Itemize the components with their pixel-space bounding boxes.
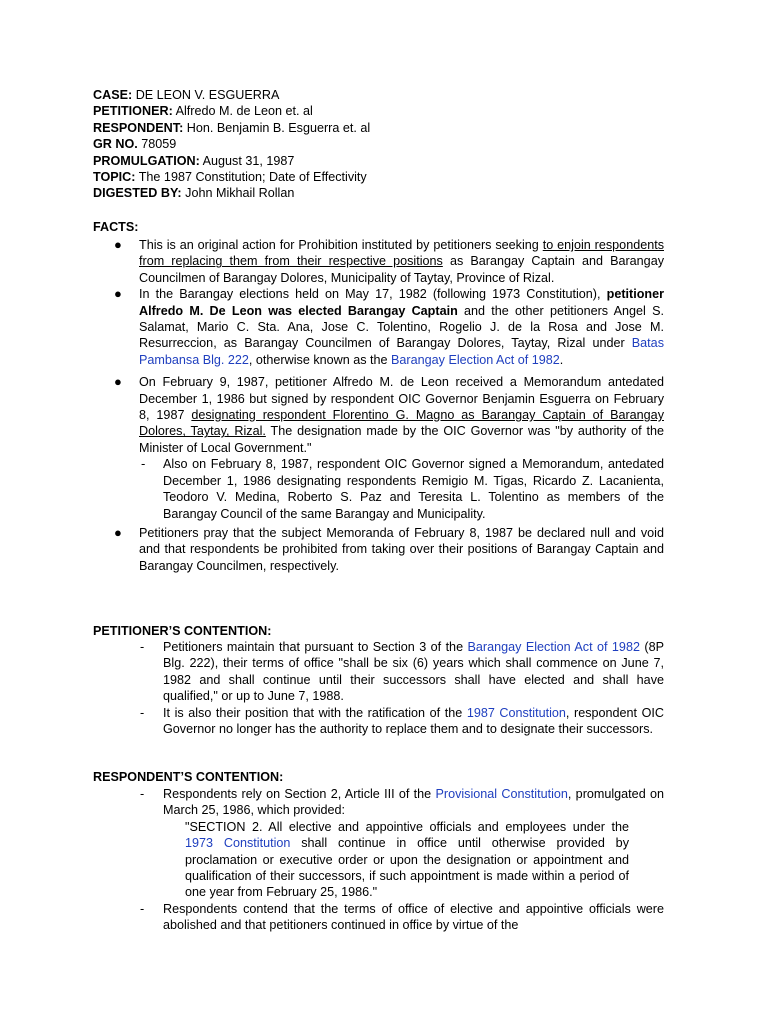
provisional-constitution-link[interactable]: Provisional Constitution [435, 787, 568, 801]
section-2-quote: "SECTION 2. All elective and appointive officials and employees under the 1973 Constitution shall continue in office until otherwise provided by proclamation or executive order or upon the designation or appointment and qualification of their successors, if such appointment is made within a period of one year from February 25, 1986." [185, 819, 629, 900]
dash-icon: - [140, 901, 145, 916]
1973-constitution-link[interactable]: 1973 Constitution [185, 836, 291, 851]
fact-item-3: ● On February 9, 1987, petitioner Alfredo M. de Leon received a Memorandum antedated December 1, 1986 but signed by respondent OIC Governor Benjamin Esguerra on February 8, 1987 designating respondent Florentino G. Magno as Barangay Captain of Barangay Dolores, Taytay, Rizal. The designation made by the OIC Governor was "by authority of the Minister of Local Government." [114, 374, 664, 455]
respondent-item-2: - Respondents contend that the terms of office of elective and appointive officials were abolished and that petitioners continued in office by virtue of the [140, 901, 664, 933]
case-line: CASE: DE LEON V. ESGUERRA [93, 88, 280, 102]
digested-by-line: DIGESTED BY: John Mikhail Rollan [93, 186, 295, 201]
respondent-contention-heading: RESPONDENT’S CONTENTION: [93, 770, 284, 784]
1987-constitution-link[interactable]: 1987 Constitution [466, 705, 566, 720]
petitioner-contention-list [140, 639, 664, 737]
bullet-icon: ● [114, 524, 122, 540]
respondent-line: RESPONDENT: Hon. Benjamin B. Esguerra et. al [93, 120, 371, 135]
batas-pambansa-link[interactable]: Batas Pambansa Blg. 222 [139, 336, 664, 367]
barangay-election-act-link[interactable]: Barangay Election Act of 1982 [391, 352, 560, 367]
fact-item-4: ● Petitioners pray that the subject Memoranda of February 8, 1987 be declared null and void and that respondents be prohibited from taking over their positions of Barangay Captain and Barangay Councilmen, respectively. [114, 524, 664, 573]
fact-item-2: ● In the Barangay elections held on May 17, 1982 (following 1973 Constitution), petitioner Alfredo M. De Leon was elected Barangay Captain and the other petitioners Angel S. Salamat, Mario C. Sta. Ana, Jose C. Tolentino, Rogelio J. de la Rosa and Jose M. Resurreccion, as Barangay Councilmen of Barangay Dolores, Taytay, Rizal under Batas Pambansa Blg. 222, otherwise known as the Barangay Election Act of 1982. [114, 286, 664, 367]
respondent-item-1: - Respondents rely on Section 2, Article III of the Provisional Constitution, promulgated on March 25, 1986, which provided: "SECTION 2. All elective and appointive officials and employees under the 1973 Constitution shall continue in office until otherwise provided by proclamation or executive order or upon the designation or appointment and qualification of their successors, if such appointment is made within a period of one year from February 25, 1986." [140, 787, 664, 900]
petitioner-item-1: - Petitioners maintain that pursuant to Section 3 of the Barangay Election Act of 1982 (8P Blg. 222), their terms of office "shall be six (6) years which shall commence on June 7, 1982 and shall continue until their successors shall have elected and shall have qualified," or up to June 7, 1988. [140, 640, 664, 704]
case-header [93, 87, 653, 202]
petitioner-line: PETITIONER: Alfredo M. de Leon et. al [93, 104, 313, 119]
bullet-icon: ● [114, 374, 122, 390]
topic-line: TOPIC: The 1987 Constitution; Date of Effectivity [93, 170, 367, 185]
barangay-election-act-link[interactable]: Barangay Election Act of 1982 [467, 640, 640, 654]
fact-item-1: ● This is an original action for Prohibition instituted by petitioners seeking to enjoin respondents from replacing them from their respective positions as Barangay Captain and Barangay Councilmen of Barangay Dolores, Municipality of Taytay, Province of Rizal. [114, 237, 664, 285]
dash-icon: - [140, 705, 145, 720]
facts-heading: FACTS: [93, 220, 139, 234]
promulgation-line: PROMULGATION: August 31, 1987 [93, 153, 295, 168]
respondent-contention-list [140, 786, 664, 934]
petitioner-item-2: - It is also their position that with the ratification of the 1987 Constitution, respondent OIC Governor no longer has the authority to replace them and to designate their successors. [140, 705, 664, 737]
dash-icon: - [140, 787, 145, 801]
bullet-icon: ● [114, 237, 122, 252]
dash-icon: - [140, 640, 145, 654]
fact-subitem-3a: - Also on February 8, 1987, respondent OIC Governor signed a Memorandum, antedated December 1, 1986 designating respondents Remigio M. Tigas, Ricardo Z. Lacanienta, Teodoro V. Medina, Roberto S. Paz and Teresita L. Tolentino as members of the Barangay Council of the same Barangay and Municipality. [141, 456, 664, 521]
gr-number-line: GR NO. 78059 [93, 137, 177, 152]
bullet-icon: ● [114, 286, 122, 302]
petitioner-contention-heading: PETITIONER’S CONTENTION: [93, 624, 272, 638]
dash-icon: - [141, 456, 146, 472]
facts-list [114, 237, 664, 574]
